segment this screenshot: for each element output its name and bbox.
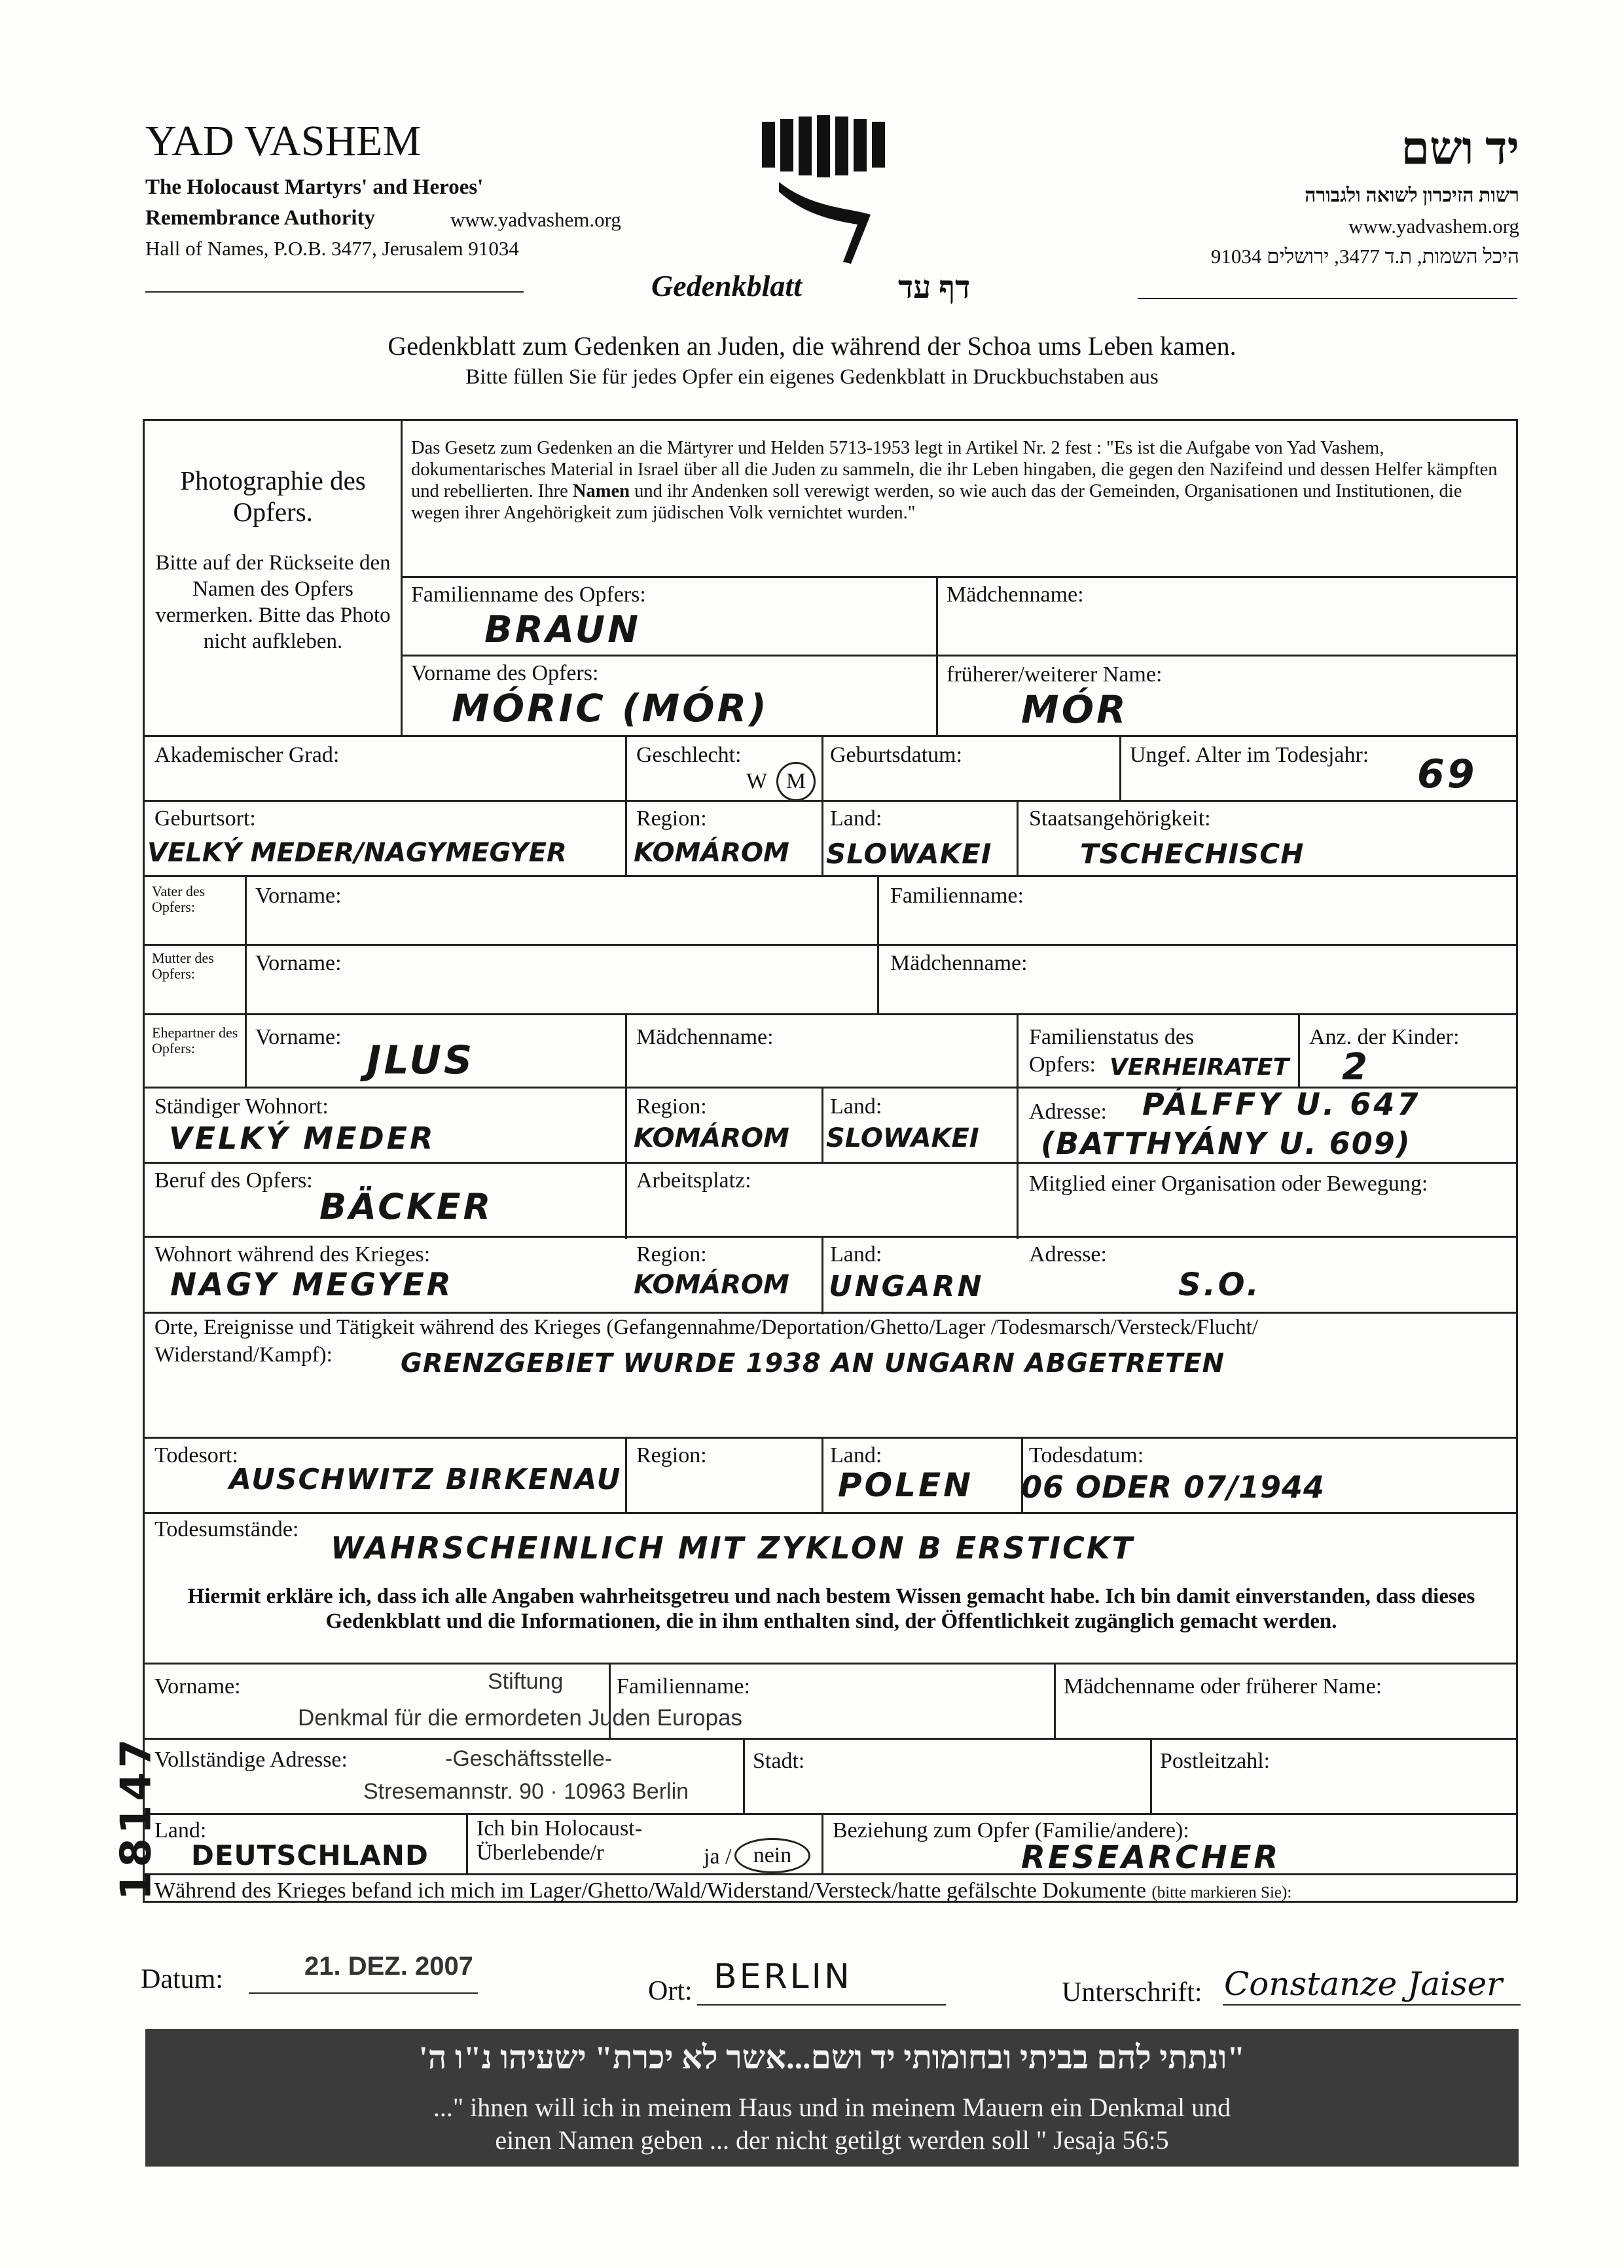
ehepartner-maedchenname-label: Mädchenname: [636, 1025, 774, 1049]
unterschrift-label: Unterschrift: [1062, 1977, 1202, 2007]
stamp-line-3: -Geschäftsstelle- [445, 1746, 613, 1771]
staatsangehoerigkeit-value[interactable]: TSCHECHISCH [1080, 838, 1305, 870]
waehrend-label [154, 1879, 1291, 1903]
photo-box-note: Bitte auf der Rückseite den Namen des Opfers vermerken. Bitte das Photo nicht aufkleben. [155, 551, 391, 653]
wohnort-land-value[interactable]: SLOWAKEI [826, 1123, 979, 1153]
wohnort-region-value[interactable]: KOMÁROM [634, 1123, 789, 1153]
geburt-region-label: Region: [636, 806, 707, 831]
ehepartner-vorname-value[interactable]: JLUS [367, 1037, 475, 1083]
orte-label-2: Widerstand/Kampf): [154, 1343, 333, 1367]
adresse-value-2[interactable]: (BATTHYÁNY U. 609) [1041, 1126, 1411, 1161]
vater-label: Vater des Opfers: [152, 883, 206, 915]
krieg-region-value[interactable]: KOMÁROM [634, 1270, 789, 1300]
tod-land-label: Land: [830, 1443, 882, 1467]
hebrew-org-name: יד ושם [1401, 124, 1519, 174]
submitter-land-value[interactable]: DEUTSCHLAND [191, 1839, 429, 1871]
geschlecht-m-circled[interactable] [776, 762, 816, 801]
hebrew-website: www.yadvashem.org [1348, 215, 1519, 238]
geschlecht-label: Geschlecht: [636, 743, 742, 767]
familienname-value[interactable]: BRAUN [484, 609, 641, 651]
familienname-label: Familienname des Opfers: [411, 583, 646, 607]
familienstatus-label-1: Familienstatus des [1029, 1025, 1195, 1049]
ort-value[interactable]: BERLIN [713, 1957, 852, 1996]
familienstatus-value[interactable]: VERHEIRATET [1110, 1054, 1290, 1081]
form-heading: Gedenkblatt zum Gedenken an Juden, die während der Schoa ums Leben kamen. [388, 331, 1236, 361]
vorname-label: Vorname des Opfers: [411, 661, 599, 685]
wohnort-region-label: Region: [636, 1094, 707, 1119]
footer-banner [145, 2029, 1519, 2167]
krieg-region-label: Region: [636, 1242, 707, 1267]
frueherer-name-value[interactable]: MÓR [1021, 687, 1128, 732]
org-address: Hall of Names, P.O.B. 3477, Jerusalem 91034 [145, 237, 519, 260]
wohnort-value[interactable]: VELKÝ MEDER [169, 1121, 436, 1156]
submitter-stadt-label: Stadt: [753, 1749, 805, 1773]
krieg-adresse-value[interactable]: S.O. [1178, 1267, 1261, 1303]
maedchenname-label: Mädchenname: [947, 583, 1084, 607]
header-rule-right [1138, 298, 1517, 299]
geburtsort-value[interactable]: VELKÝ MEDER/NAGYMEGYER [147, 838, 567, 868]
familienstatus-label-2: Opfers: [1029, 1053, 1096, 1077]
holocaust-label-1: Ich bin Holocaust- [477, 1816, 643, 1841]
law-text-after: und ihr Andenken soll verewigt werden, so wie auch das der Gemeinden, Organisationen und Institutionen, die wegen ihrer Angehörigkeit zum jüdischen Volk vernichtet wurden." [411, 481, 1462, 523]
mutter-label: Mutter des Opfers: [152, 950, 214, 982]
alter-label: Ungef. Alter im Todesjahr: [1130, 743, 1369, 767]
holocaust-label-2: Überlebende/r [477, 1841, 604, 1865]
form-title: Gedenkblatt [651, 269, 802, 302]
submitter-maedchenname-label: Mädchenname oder früherer Name: [1064, 1674, 1382, 1699]
waehrend-note: (bitte markieren Sie): [1151, 1884, 1292, 1901]
mutter-maedchenname-label: Mädchenname: [890, 951, 1028, 975]
ort-rule [697, 2004, 946, 2006]
mutter-vorname-label: Vorname: [255, 951, 342, 975]
org-subtitle-2: Remembrance Authority [145, 206, 376, 230]
holocaust-nein: nein [753, 1843, 792, 1867]
law-text-bold: Namen [572, 481, 630, 501]
banner-line-1: ..." ihnen will ich in meinem Haus und in meinem Mauern ein Denkmal und [433, 2093, 1231, 2122]
wohnort-adresse-label: Adresse: [1029, 1100, 1107, 1124]
beruf-label: Beruf des Opfers: [154, 1168, 313, 1193]
todesumstaende-value[interactable]: WAHRSCHEINLICH MIT ZYKLON B ERSTICKT [331, 1530, 1134, 1566]
vorname-value[interactable]: MÓRIC (MÓR) [452, 686, 769, 730]
krieg-land-label: Land: [830, 1242, 882, 1267]
hebrew-org-subtitle: רשות הזיכרון לשואה ולגבורה [1305, 185, 1519, 206]
adresse-value-1[interactable]: PÁLFFY U. 647 [1142, 1087, 1421, 1122]
unterschrift-rule [1223, 2004, 1521, 2006]
yad-vashem-logo-icon [753, 110, 890, 267]
banner-hebrew: "ונתתי להם בביתי ובחומותי יד ושם...אשר לא יכרת" ישעיהו נ"ו ה' [418, 2039, 1246, 2076]
krieg-land-value[interactable]: UNGARN [829, 1270, 984, 1303]
beziehung-label: Beziehung zum Opfer (Familie/andere): [833, 1818, 1189, 1843]
tod-region-label: Region: [636, 1443, 707, 1467]
alter-value[interactable]: 69 [1417, 751, 1477, 797]
stamp-line-2: Denkmal für die ermordeten Juden Europas [298, 1705, 742, 1731]
law-text-before: Das Gesetz zum Gedenken an die Märtyrer und Helden 5713-1953 legt in Artikel Nr. 2 fest : "Es ist die Aufgabe von Yad Vashem, dokumentarisches Material in Israel über all die Juden zu sammeln, die ihr Leben hingaben, die gegen den Nazifeind und dessen Helfer kämpften und rebellierten. Ihre [411, 438, 1498, 501]
vater-vorname-label: Vorname: [255, 884, 342, 908]
frueherer-name-label: früherer/weiterer Name: [947, 662, 1163, 687]
hebrew-address: היכל השמות, ת.ד 3477, ירושלים 91034 [1210, 245, 1519, 268]
stamp-line-1: Stiftung [488, 1669, 564, 1694]
datum-value[interactable]: 21. DEZ. 2007 [304, 1952, 473, 1981]
wohnort-land-label: Land: [830, 1094, 882, 1119]
submitter-adresse-label: Vollständige Adresse: [154, 1748, 348, 1772]
org-website: www.yadvashem.org [450, 208, 621, 231]
akademischer-grad-label: Akademischer Grad: [154, 743, 340, 767]
tod-land-value[interactable]: POLEN [838, 1466, 974, 1504]
mitglied-label: Mitglied einer Organisation oder Bewegung: [1029, 1172, 1428, 1196]
krieg-wohnort-value[interactable]: NAGY MEGYER [170, 1267, 454, 1303]
kinder-label: Anz. der Kinder: [1309, 1025, 1460, 1049]
wohnort-label: Ständiger Wohnort: [154, 1094, 329, 1119]
datum-rule [249, 1992, 478, 1994]
submitter-vorname-label: Vorname: [154, 1674, 241, 1699]
kinder-value[interactable]: 2 [1342, 1046, 1370, 1089]
stamp-line-4: Stresemannstr. 90 · 10963 Berlin [363, 1779, 689, 1804]
signature[interactable]: Constanze Jaiser [1224, 1965, 1503, 2003]
orte-value[interactable]: GRENZGEBIET WURDE 1938 AN UNGARN ABGETRETEN [401, 1348, 1225, 1378]
geburt-land-value[interactable]: SLOWAKEI [826, 838, 992, 870]
photo-box-title: Photographie des Opfers. [180, 465, 366, 527]
geburtsort-label: Geburtsort: [154, 806, 256, 831]
waehrend-text: Während des Krieges befand ich mich im Lager/Ghetto/Wald/Widerstand/Versteck/hatte gefälschte Dokumente [154, 1879, 1146, 1903]
todesdatum-label: Todesdatum: [1029, 1443, 1144, 1467]
todesumstaende-label: Todesumstände: [154, 1517, 299, 1541]
ehepartner-label: Ehepartner des Opfers: [152, 1024, 238, 1056]
todesort-label: Todesort: [154, 1443, 238, 1467]
law-text [411, 437, 1507, 524]
submitter-familienname-label: Familienname: [617, 1674, 750, 1699]
org-subtitle-1: The Holocaust Martyrs' and Heroes' [145, 175, 484, 199]
holocaust-ja[interactable]: ja / [704, 1845, 732, 1869]
krieg-wohnort-label: Wohnort während des Krieges: [154, 1242, 431, 1267]
form-title-hebrew: דף עד [898, 270, 971, 305]
side-handwritten-number: 18147 [112, 1735, 161, 1901]
declaration-text: Hiermit erkläre ich, dass ich alle Angaben wahrheitsgetreu und nach bestem Wissen gemacht habe. Ich bin damit einverstanden, dass dieses Gedenkblatt und die Informationen, die in ihm enthalten sind, der Öffentlichkeit zugänglich gemacht werden. [187, 1585, 1475, 1633]
staatsangehoerigkeit-label: Staatsangehörigkeit: [1029, 806, 1211, 831]
submitter-land-label: Land: [154, 1818, 207, 1843]
vater-familienname-label: Familienname: [890, 884, 1024, 908]
header-rule-left [145, 291, 524, 293]
ehepartner-vorname-label: Vorname: [255, 1025, 342, 1049]
geburt-land-label: Land: [830, 806, 882, 831]
submitter-plz-label: Postleitzahl: [1160, 1749, 1271, 1773]
org-name: YAD VASHEM [145, 117, 422, 165]
geschlecht-w[interactable]: W [746, 769, 768, 793]
geburt-region-value[interactable]: KOMÁROM [634, 838, 789, 868]
orte-label-1: Orte, Ereignisse und Tätigkeit während des Krieges (Gefangennahme/Deportation/Ghetto/Lager /Todesmarsch/Versteck/Flucht/ [154, 1316, 1258, 1339]
banner-line-2: einen Namen geben ... der nicht getilgt werden soll " Jesaja 56:5 [495, 2125, 1169, 2155]
beruf-value[interactable]: BÄCKER [319, 1186, 494, 1227]
todesort-value[interactable]: AUSCHWITZ BIRKENAU [229, 1463, 622, 1496]
ort-label: Ort: [648, 1976, 693, 2006]
form-subheading: Bitte füllen Sie für jedes Opfer ein eigenes Gedenkblatt in Druckbuchstaben aus [465, 365, 1159, 389]
datum-label: Datum: [141, 1964, 223, 1994]
arbeitsplatz-label: Arbeitsplatz: [636, 1168, 751, 1193]
krieg-adresse-label: Adresse: [1029, 1242, 1107, 1267]
beziehung-value[interactable]: RESEARCHER [1021, 1839, 1281, 1876]
holocaust-nein-circled[interactable] [734, 1838, 810, 1873]
todesdatum-value[interactable]: 06 ODER 07/1944 [1021, 1469, 1326, 1505]
geburtsdatum-label: Geburtsdatum: [830, 743, 963, 767]
geschlecht-m: M [785, 769, 806, 793]
